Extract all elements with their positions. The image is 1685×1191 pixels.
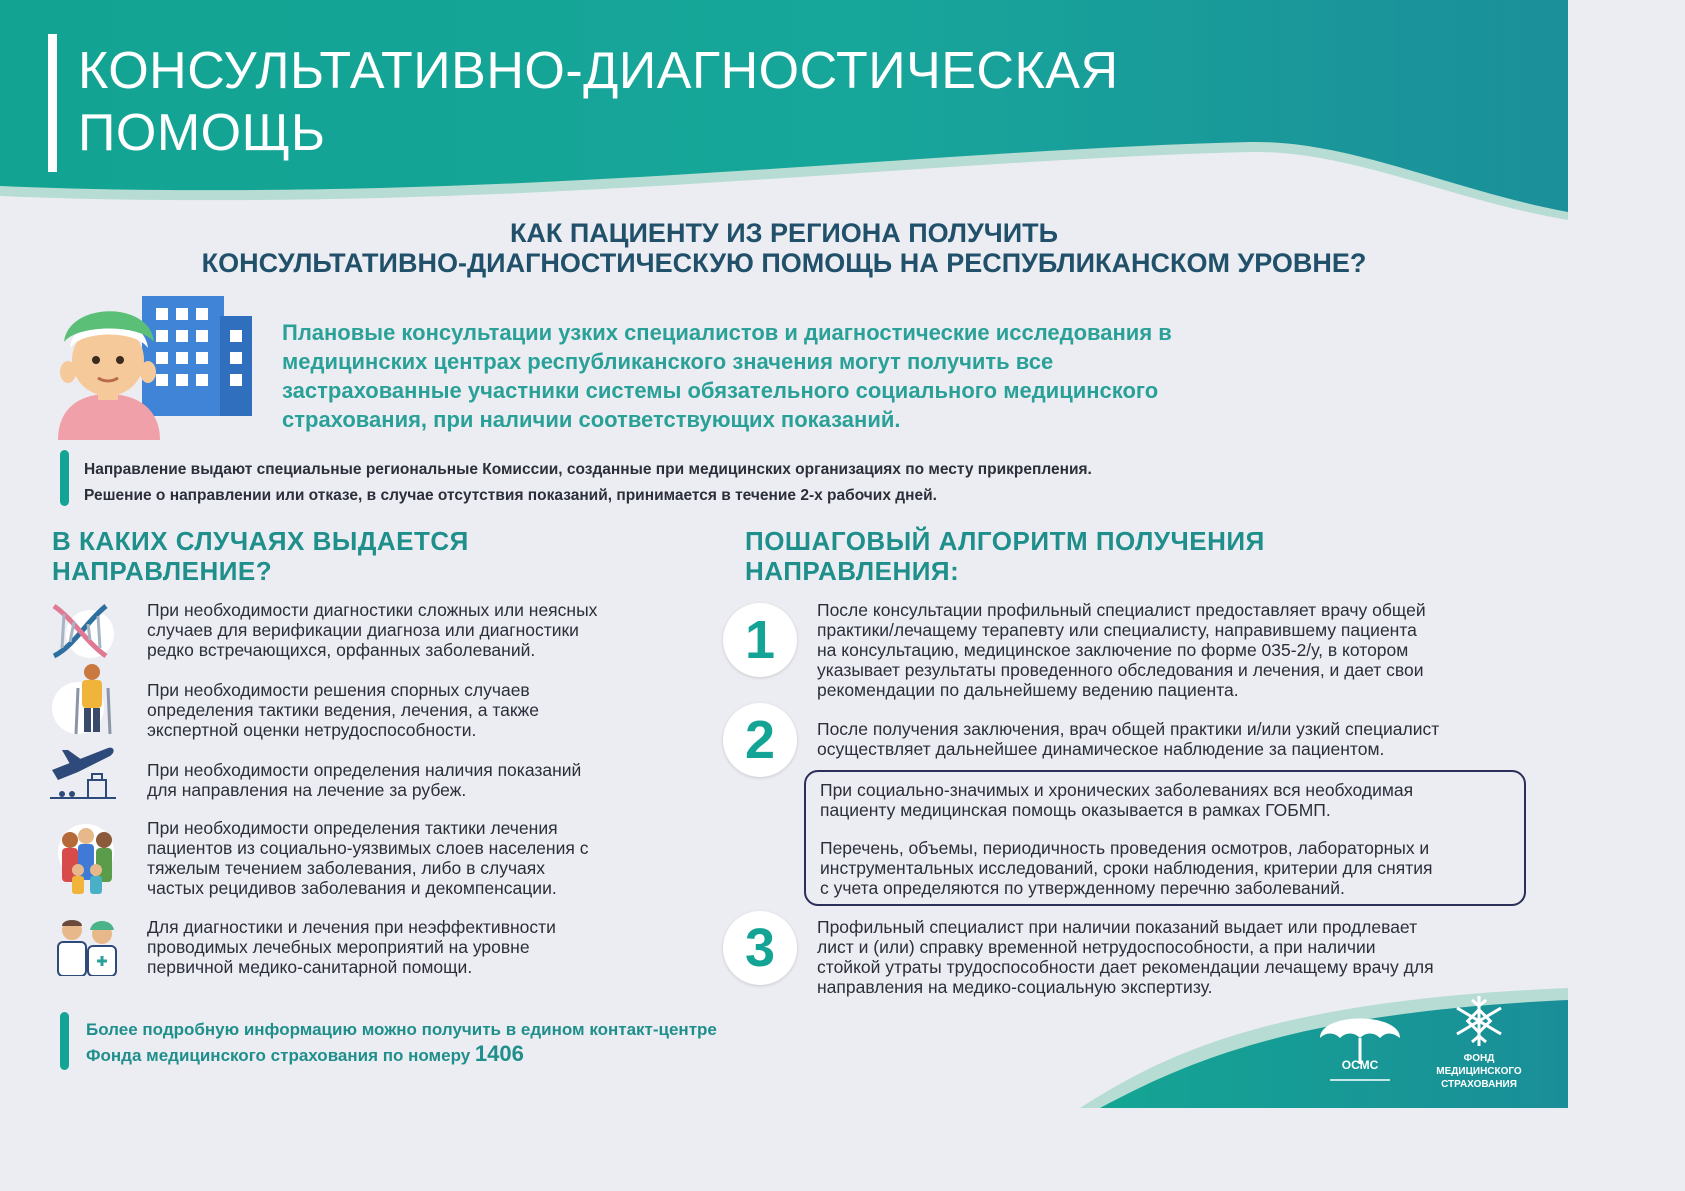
contact-line [86,1042,886,1068]
info-line: с учета определяются по утвержденному перечню заболеваний. [820,878,1345,898]
info-line: При социально-значимых и хронических заболеваниях вся необходимая [820,780,1414,800]
header-accent-bar [48,34,57,172]
notice-line: Направление выдают специальные региональные Комиссии, созданные при медицинских организациях по месту прикрепления. [84,461,1092,478]
fund-logo-text [1424,1052,1534,1091]
lead-line: медицинских центрах республиканского значения могут получить все [282,349,1054,374]
step-number-2: 2 [723,703,797,777]
case-line: При необходимости решения спорных случаев [147,680,530,700]
dna-icon [46,598,116,668]
notice-line: Решение о направлении или отказе, в случае отсутствия показаний, принимается в течение 2-х рабочих дней. [84,487,937,504]
case-line: При необходимости определения наличия показаний [147,760,582,780]
lead-line: страхования, при наличии соответствующих показаний. [282,407,901,432]
page-title-line2: ПОМОЩЬ [78,104,326,162]
case-line: При необходимости диагностики сложных или неясных [147,600,598,620]
cases-title-line1: В КАКИХ СЛУЧАЯХ ВЫДАЕТСЯ [52,526,469,556]
step-line: Профильный специалист при наличии показаний выдает или продлевает [817,917,1418,937]
main-question [0,218,1568,278]
algorithm-section-title [745,526,1445,586]
case-line: пациентов из социально-уязвимых слоев населения с [147,838,589,858]
page-title [78,40,1278,164]
step-line: практики/лечащему терапевту или специалисту, направившему пациента [817,620,1417,640]
fund-logo-line: ФОНД [1463,1053,1495,1064]
step-1-text [817,600,1537,700]
info-line: Перечень, объемы, периодичность проведения осмотров, лабораторных и [820,838,1430,858]
case-line: проводимых лечебных мероприятий на уровне [147,937,530,957]
algorithm-title-line1: ПОШАГОВЫЙ АЛГОРИТМ ПОЛУЧЕНИЯ [745,526,1265,556]
contact-line: Более подробную информацию можно получить в едином контакт-центре [86,1020,717,1039]
case-line: редко встречающихся, орфанных заболеваний. [147,640,536,660]
case-line: первичной медико-санитарной помощи. [147,957,473,977]
info-line: пациенту медицинская помощь оказывается в рамках ГОБМП. [820,800,1331,820]
case-line: При необходимости определения тактики лечения [147,818,558,838]
lead-line: застрахованные участники системы обязательного социального медицинского [282,378,1159,403]
case-item [147,680,687,740]
step-line: После консультации профильный специалист предоставляет врачу общей [817,600,1426,620]
case-line: экспертной оценки нетрудоспособности. [147,720,477,740]
case-line: случаев для верификации диагноза или диагностики [147,620,579,640]
case-item [147,600,687,660]
cases-section-title [52,526,672,586]
lead-line: Плановые консультации узких специалистов и диагностические исследования в [282,320,1172,345]
contact-accent-bar [60,1012,69,1070]
main-question-line2: КОНСУЛЬТАТИВНО-ДИАГНОСТИЧЕСКУЮ ПОМОЩЬ НА РЕСПУБЛИКАНСКОМ УРОВНЕ? [201,248,1367,278]
step-line: стойкой утраты трудоспособности дает рекомендации лечащему врачу для [817,957,1434,977]
fund-logo-line: СТРАХОВАНИЯ [1441,1079,1517,1090]
step-line: направления на медико-социальную экспертизу. [817,977,1213,997]
grandmother-icon [58,311,160,440]
algorithm-title-line2: НАПРАВЛЕНИЯ: [745,556,960,586]
contact-info [86,1018,886,1068]
notice-accent-bar [60,450,69,506]
case-line: тяжелым течением заболевания, либо в случаях [147,858,546,878]
fund-logo-line: МЕДИЦИНСКОГО [1436,1066,1522,1077]
main-question-line1: КАК ПАЦИЕНТУ ИЗ РЕГИОНА ПОЛУЧИТЬ [509,218,1059,248]
contact-line-text: Фонда медицинского страхования по номеру [86,1046,471,1065]
info-box-paragraph-1 [820,780,1510,820]
doctors-icon [54,916,124,976]
family-icon [52,822,122,896]
step-line: рекомендации по дальнейшему ведению пациента. [817,680,1239,700]
step-number-3: 3 [723,911,797,985]
fund-snowflake-logo-icon [1452,994,1506,1048]
step-2-text [817,719,1537,759]
case-line: частых рецидивов заболевания и декомпенсации. [147,878,557,898]
chronic-diseases-info-box [804,770,1526,906]
step-line: осуществляет дальнейшее динамическое наблюдение за пациентом. [817,739,1385,759]
step-line: на консультацию, медицинское заключение по форме 035-2/у, в котором [817,640,1409,660]
case-line: определения тактики ведения, лечения, а также [147,700,539,720]
case-line: Для диагностики и лечения при неэффективности [147,917,556,937]
info-line: инструментальных исследований, сроки наблюдения, критерии для снятия [820,858,1433,878]
lead-paragraph [282,318,1342,434]
case-item [147,760,687,800]
step-number-1: 1 [723,603,797,677]
patient-hospital-illustration [50,290,260,445]
step-line: После получения заключения, врач общей практики и/или узкий специалист [817,719,1440,739]
hospital-building-icon [142,296,252,416]
case-item [147,917,687,977]
airplane-icon [48,740,118,802]
step-line: указывает результаты проведенного обследования и лечения, и дает свои [817,660,1424,680]
case-line: для направления на лечение за рубеж. [147,780,467,800]
page-title-line1: КОНСУЛЬТАТИВНО-ДИАГНОСТИЧЕСКАЯ [78,42,1119,100]
info-box-paragraph-2 [820,838,1510,898]
case-item [147,818,687,898]
notice-text [84,457,1464,509]
contact-phone-number: 1406 [474,1041,524,1066]
osms-logo-text: ОСМС [1341,1058,1379,1072]
person-crutches-icon [52,662,122,738]
step-line: лист и (или) справку временной нетрудоспособности, а при наличии [817,937,1376,957]
cases-title-line2: НАПРАВЛЕНИЕ? [52,556,273,586]
